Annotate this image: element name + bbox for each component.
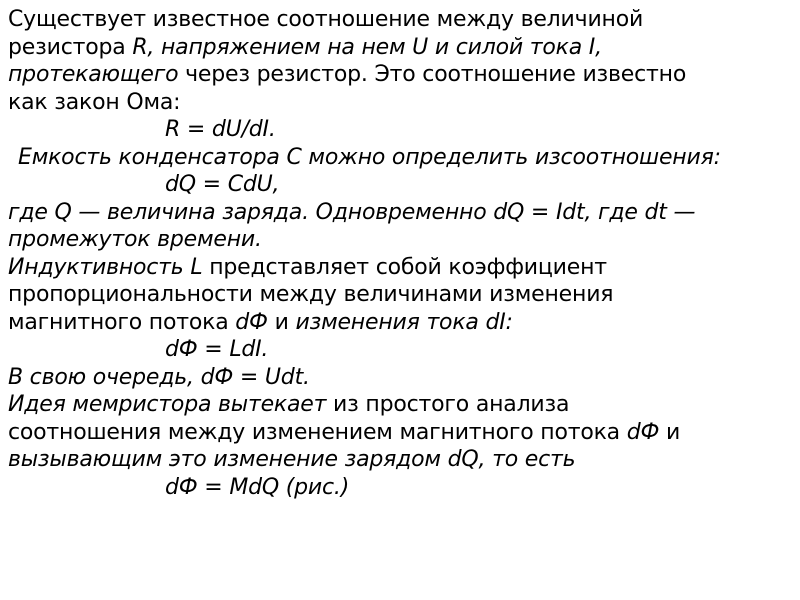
text-segment-italic: протекающего	[8, 62, 179, 87]
text-segment-italic: dФ	[626, 419, 660, 445]
text-segment-italic: промежуток времени.	[8, 227, 262, 252]
text-segment-italic: вызывающим это изменение зарядом dQ, то есть	[8, 447, 576, 472]
slide-text	[8, 6, 794, 501]
text-line-4	[8, 89, 794, 117]
text-segment: и	[267, 309, 296, 335]
text-segment: магнитного потока	[8, 309, 236, 335]
text-segment: Существует известное соотношение между величиной	[8, 7, 644, 32]
text-segment-italic: dФ	[235, 309, 268, 335]
text-line-6	[8, 144, 794, 172]
text-line-15	[8, 391, 794, 419]
text-segment: пропорциональности между величинами изменения	[8, 282, 614, 307]
text-line-10	[8, 254, 794, 282]
text-line-2	[8, 34, 794, 62]
text-segment-italic: напряжением на нем U и силой тока I,	[161, 34, 602, 60]
text-segment-italic: R	[132, 34, 148, 60]
text-line-8	[8, 199, 794, 227]
text-line-3	[8, 61, 794, 89]
text-segment: и	[659, 419, 681, 445]
text-line-16	[8, 419, 794, 447]
text-segment-italic: В свою очередь, dФ = Udt.	[8, 364, 310, 390]
formula-capacitance: dQ = CdU,	[165, 172, 280, 197]
text-segment-italic: Индуктивность L	[8, 254, 210, 280]
text-line-12	[8, 309, 794, 337]
text-line-11	[8, 281, 794, 309]
text-segment-italic: Идея мемристора вытекает	[8, 392, 327, 417]
text-segment: резистора	[8, 34, 133, 60]
text-segment-italic: ,	[147, 34, 161, 60]
text-line-9	[8, 226, 794, 254]
text-segment: через резистор. Это соотношение известно	[178, 62, 687, 87]
text-segment: как закон Ома:	[8, 89, 181, 115]
text-segment: из простого анализа	[326, 392, 570, 417]
text-segment: представляет собой коэффициент	[209, 254, 607, 280]
formula-ohm: R = dU/dI.	[165, 117, 276, 142]
text-line-1	[8, 6, 794, 34]
text-segment-italic: Емкость конденсатора С можно определить изсоотношения:	[18, 144, 721, 170]
formula-memristance: dФ = MdQ (рис.)	[165, 474, 350, 500]
text-segment-italic: изменения тока dI:	[295, 309, 513, 335]
text-line-14	[8, 364, 794, 392]
text-segment-italic: где Q — величина заряда. Одновременно dQ = Idt, где dt —	[8, 199, 696, 225]
text-segment: соотношения между изменением магнитного потока	[8, 419, 627, 445]
text-line-17	[8, 446, 794, 474]
formula-inductance: dФ = LdI.	[165, 337, 269, 362]
